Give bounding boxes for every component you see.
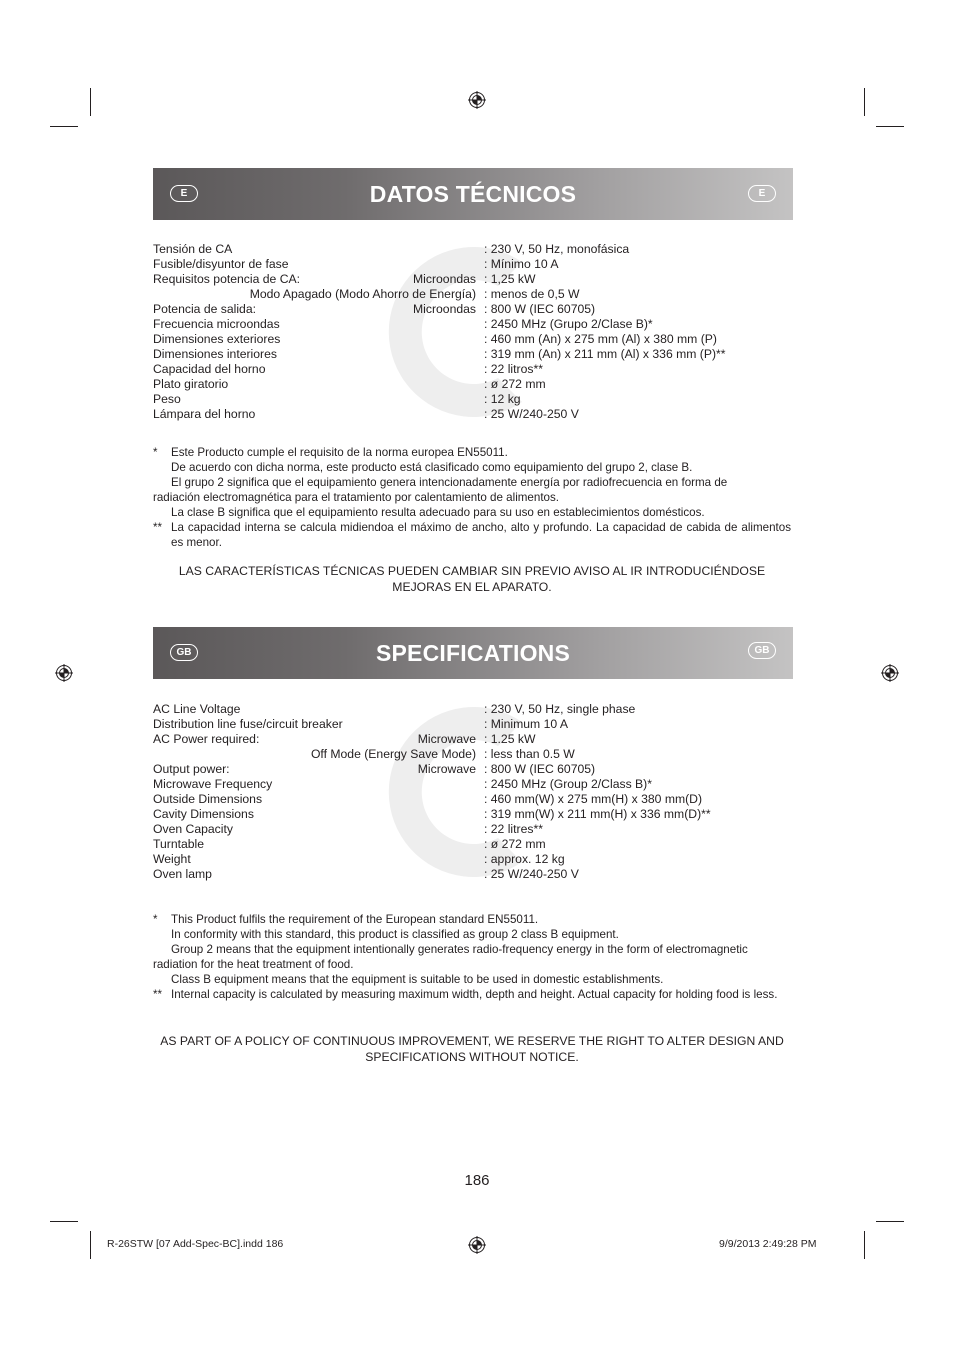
spec-row <box>153 347 793 362</box>
spec-value: : 1,25 kW <box>484 272 536 286</box>
footnote-symbol: * <box>153 913 158 926</box>
spec-row <box>153 732 793 747</box>
spec-value: : 2450 MHz (Group 2/Class B)* <box>484 777 652 791</box>
spec-label: Potencia de salida: <box>153 302 256 316</box>
footnote <box>153 987 791 1002</box>
footnote-line: radiation for the heat treatment of food. <box>153 958 354 971</box>
spec-table-gb <box>153 702 793 882</box>
spec-value: : 319 mm (An) x 211 mm (Al) x 336 mm (P)** <box>484 347 726 361</box>
disclaimer-es: LAS CARACTERÍSTICAS TÉCNICAS PUEDEN CAMBIAR SIN PREVIO AVISO AL IR INTRODUCIÉNDOSE MEJORAS EN EL APARATO. <box>178 564 766 594</box>
spec-row <box>153 777 793 792</box>
page-number: 186 <box>464 1172 490 1189</box>
footnote <box>153 445 791 520</box>
footnote-line: De acuerdo con dicha norma, este producto está clasificado como equipamiento del grupo 2, clase B. <box>171 461 693 474</box>
spec-sublabel: Microwave <box>417 762 476 776</box>
footnote-line: La capacidad interna se calcula midiendoa el máximo de ancho, alto y profundo. La capacidad de cabida de alimentos es menor. <box>171 521 791 549</box>
spec-row <box>153 702 793 717</box>
language-badge-gb: GB <box>748 642 776 659</box>
crop-mark <box>50 1221 78 1222</box>
spec-value: : 22 litres** <box>484 822 543 836</box>
slug-datetime: 9/9/2013 2:49:28 PM <box>719 1238 817 1250</box>
crop-mark <box>90 88 91 116</box>
spec-value: : Mínimo 10 A <box>484 257 559 271</box>
footnote <box>153 912 791 987</box>
spec-value: : 230 V, 50 Hz, single phase <box>484 702 636 716</box>
notes-gb <box>153 912 791 1002</box>
spec-row <box>153 792 793 807</box>
spec-label: Distribution line fuse/circuit breaker <box>153 717 343 731</box>
crop-mark <box>864 88 865 116</box>
spec-sublabel: Off Mode (Energy Save Mode) <box>310 747 476 761</box>
spec-label: Weight <box>153 852 191 866</box>
footnote-line: Internal capacity is calculated by measuring maximum width, depth and height. Actual capacity for holding food is less. <box>171 988 778 1001</box>
spec-value: : Minimum 10 A <box>484 717 568 731</box>
crop-mark <box>864 1231 865 1259</box>
registration-mark-icon <box>468 91 486 109</box>
language-badge-es: E <box>748 185 776 202</box>
spec-label: Oven lamp <box>153 867 212 881</box>
spec-value: : 230 V, 50 Hz, monofásica <box>484 242 630 256</box>
spec-value: : approx. 12 kg <box>484 852 565 866</box>
footnote-symbol: * <box>153 446 158 459</box>
spec-value: : 1.25 kW <box>484 732 536 746</box>
spec-value: : less than 0.5 W <box>484 747 575 761</box>
slug-filename: R-26STW [07 Add-Spec-BC].indd 186 <box>107 1238 284 1250</box>
spec-sublabel: Modo Apagado (Modo Ahorro de Energía) <box>249 287 476 301</box>
spec-label: Plato giratorio <box>153 377 229 391</box>
spec-sublabel: Microwave <box>417 732 476 746</box>
spec-value: : 460 mm(W) x 275 mm(H) x 380 mm(D) <box>484 792 703 806</box>
spec-label: Dimensiones interiores <box>153 347 277 361</box>
language-badge-gb: GB <box>170 644 198 661</box>
spec-label: Cavity Dimensions <box>153 807 254 821</box>
spec-value: : 12 kg <box>484 392 521 406</box>
crop-mark <box>876 1221 904 1222</box>
registration-mark-icon <box>55 664 73 682</box>
crop-mark <box>876 126 904 127</box>
spec-table-es <box>153 242 793 422</box>
spec-row <box>153 242 793 257</box>
spec-sublabel: Microondas <box>413 302 476 316</box>
spec-label: Oven Capacity <box>153 822 233 836</box>
spec-value: : menos de 0,5 W <box>484 287 580 301</box>
section-header-gb <box>153 627 793 679</box>
footnote-symbol: ** <box>153 988 163 1001</box>
spec-label: Frecuencia microondas <box>153 317 280 331</box>
spec-value: : ø 272 mm <box>484 837 546 851</box>
spec-label: Lámpara del horno <box>153 407 256 421</box>
spec-value: : ø 272 mm <box>484 377 546 391</box>
notes-es <box>153 445 791 550</box>
spec-row <box>153 392 793 407</box>
spec-row <box>153 747 793 762</box>
spec-label: Peso <box>153 392 181 406</box>
language-badge-es: E <box>170 185 198 202</box>
spec-label: Outside Dimensions <box>153 792 263 806</box>
footnote-line: El grupo 2 significa que el equipamiento genera intencionadamente energía por radiofrecuencia en forma de <box>171 476 728 489</box>
spec-row <box>153 317 793 332</box>
spec-row <box>153 272 793 287</box>
footnote-line: Class B equipment means that the equipment is suitable to be used in domestic establishments. <box>171 973 664 986</box>
footnote-line: This Product fulfils the requirement of the European standard EN55011. <box>171 913 539 926</box>
spec-row <box>153 257 793 272</box>
spec-label: AC Power required: <box>153 732 260 746</box>
spec-label: AC Line Voltage <box>153 702 241 716</box>
spec-label: Tensión de CA <box>153 242 233 256</box>
spec-label: Fusible/disyuntor de fase <box>153 257 289 271</box>
spec-row <box>153 822 793 837</box>
spec-row <box>153 762 793 777</box>
section-title-gb: SPECIFICATIONS <box>375 640 571 666</box>
spec-value: : 25 W/240-250 V <box>484 867 579 881</box>
spec-label: Capacidad del horno <box>153 362 266 376</box>
spec-label: Requisitos potencia de CA: <box>153 272 301 286</box>
section-title-es: DATOS TÉCNICOS <box>369 181 577 207</box>
spec-label: Turntable <box>153 837 205 851</box>
spec-value: : 800 W (IEC 60705) <box>484 762 596 776</box>
spec-row <box>153 377 793 392</box>
disclaimer-gb: AS PART OF A POLICY OF CONTINUOUS IMPROVEMENT, WE RESERVE THE RIGHT TO ALTER DESIGN AND SPECIFICATIONS WITHOUT NOTICE. <box>160 1034 784 1064</box>
footnote-line: radiación electromagnética para el tratamiento por calentamiento de alimentos. <box>153 491 560 504</box>
spec-row <box>153 807 793 822</box>
spec-row <box>153 867 793 882</box>
spec-row <box>153 717 793 732</box>
spec-label: Dimensiones exteriores <box>153 332 281 346</box>
spec-value: : 22 litros** <box>484 362 543 376</box>
spec-row <box>153 852 793 867</box>
spec-row <box>153 287 793 302</box>
footnote-line: Group 2 means that the equipment intentionally generates radio-frequency energy in the form of electromagnetic <box>171 943 748 956</box>
spec-value: : 319 mm(W) x 211 mm(H) x 336 mm(D)** <box>484 807 711 821</box>
crop-mark <box>50 126 78 127</box>
section-header-es <box>153 168 793 220</box>
spec-row <box>153 362 793 377</box>
spec-value: : 2450 MHz (Grupo 2/Clase B)* <box>484 317 653 331</box>
spec-value: : 25 W/240-250 V <box>484 407 579 421</box>
spec-value: : 460 mm (An) x 275 mm (Al) x 380 mm (P) <box>484 332 717 346</box>
spec-row <box>153 332 793 347</box>
spec-label: Output power: <box>153 762 230 776</box>
registration-mark-icon <box>881 664 899 682</box>
footnote-line: La clase B significa que el equipamiento resulta adecuado para su uso en establecimientos domésticos. <box>171 506 705 519</box>
registration-mark-icon <box>468 1236 486 1254</box>
footnote-line: Este Producto cumple el requisito de la norma europea EN55011. <box>171 446 508 459</box>
footnote-line: In conformity with this standard, this product is classified as group 2 class B equipment. <box>171 928 619 941</box>
spec-value: : 800 W (IEC 60705) <box>484 302 596 316</box>
crop-mark <box>90 1231 91 1259</box>
footnote <box>153 520 791 550</box>
spec-row <box>153 837 793 852</box>
spec-label: Microwave Frequency <box>153 777 273 791</box>
spec-row <box>153 407 793 422</box>
footnote-symbol: ** <box>153 521 163 534</box>
spec-row <box>153 302 793 317</box>
spec-sublabel: Microondas <box>413 272 476 286</box>
